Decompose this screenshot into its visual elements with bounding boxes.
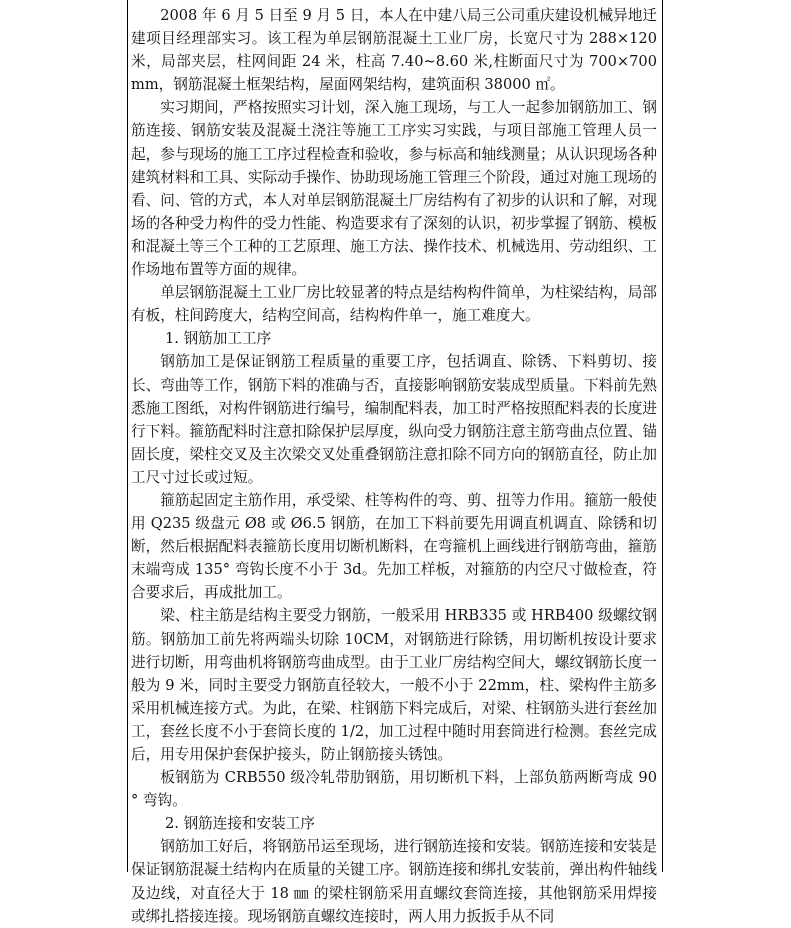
paragraph-main-bars: 梁、柱主筋是结构主要受力钢筋，一般采用 HRB335 或 HRB400 级螺纹钢筋。钢筋加工前先将两端头切除 10CM，对钢筋进行除锈，用切断机按设计要求进行切断，用弯曲机将钢筋弯曲成型。由于工业厂房结构空间大，螺纹钢筋长度一般为 9 米，同时主要受力钢筋直径较大，一般不小于 22mm，柱、梁构件主筋多采用机械连接方式。为此，在梁、柱钢筋下料完成后，对梁、柱钢筋头进行套丝加工，套丝长度不小于套筒长度的 1/2，加工过程中随时用套筒进行检测。套丝完成后，用专用保护套保护接头，防止钢筋接头锈蚀。 <box>131 607 657 763</box>
document-body <box>131 4 657 928</box>
paragraph-rebar-processing: 钢筋加工是保证钢筋工程质量的重要工序，包括调直、除锈、下料剪切、接长、弯曲等工作，钢筋下料的准确与否，直接影响钢筋安装成型质量。下料前先熟悉施工图纸，对构件钢筋进行编号，编制配料表，加工时严格按照配料表的长度进行下料。箍筋配料时注意扣除保护层厚度，纵向受力钢筋注意主筋弯曲点位置、锚固长度，梁柱交叉及主次梁交叉处重叠钢筋注意扣除不同方向的钢筋直径，防止加工尺寸过长或过短。 <box>131 353 657 486</box>
paragraph-project-overview: 2008 年 6 月 5 日至 9 月 5 日，本人在中建八局三公司重庆建设机械异地迁建项目经理部实习。该工程为单层钢筋混凝土工业厂房，长宽尺寸为 288×120 米，局部夹层，柱网间距 24 米，柱高 7.40~8.60 米,柱断面尺寸为 700×700 mm，钢筋混凝土框架结构，屋面网架结构，建筑面积 38000 ㎡。 <box>131 7 657 94</box>
paragraph-structure-features: 单层钢筋混凝土工业厂房比较显著的特点是结构构件简单，为柱梁结构，局部有板，柱间跨度大，结构空间高，结构构件单一，施工难度大。 <box>131 284 657 325</box>
paragraph-rebar-connection: 钢筋加工好后，将钢筋吊运至现场，进行钢筋连接和安装。钢筋连接和安装是保证钢筋混凝土结构内在质量的关键工序。钢筋连接和绑扎安装前，弹出构件轴线及边线，对直径大于 18 ㎜ 的梁柱钢筋采用直螺纹套筒连接，其他钢筋采用焊接或绑扎搭接连接。现场钢筋直螺纹连接时，两人用力扳扳手从不同 <box>131 838 657 925</box>
paragraph-stirrups: 箍筋起固定主筋作用，承受梁、柱等构件的弯、剪、扭等力作用。箍筋一般使用 Q235 级盘元 Ø8 或 Ø6.5 钢筋，在加工下料前要先用调直机调直、除锈和切断，然后根据配料表箍筋长度用切断机断料，在弯箍机上画线进行钢筋弯曲，箍筋末端弯成 135° 弯钩长度不小于 3d。先加工样板，对箍筋的内空尺寸做检查，符合要求后，再成批加工。 <box>131 491 657 602</box>
paragraph-internship-summary: 实习期间，严格按照实习计划，深入施工现场，与工人一起参加钢筋加工、钢筋连接、钢筋安装及混凝土浇注等施工工序实习实践，与项目部施工管理人员一起，参与现场的施工工序过程检查和验收，参与标高和轴线测量；从认识现场各种建筑材料和工具、实际动手操作、协助现场施工管理三个阶段，通过对施工现场的看、问、管的方式，本人对单层钢筋混凝土厂房结构有了初步的认识和了解，对现场的各种受力构件的受力性能、构造要求有了深刻的认识，初步掌握了钢筋、模板和混凝土等三个工种的工艺原理、施工方法、操作技术、机械选用、劳动组织、工作场地布置等方面的规律。 <box>131 99 657 279</box>
paragraph-slab-bars: 板钢筋为 CRB550 级冷轧带肋钢筋，用切断机下料，上部负筋两断弯成 90 ° 弯钩。 <box>131 769 657 810</box>
section-heading-rebar-connection: 2. 钢筋连接和安装工序 <box>165 815 315 833</box>
section-heading-rebar-processing: 1. 钢筋加工工序 <box>165 330 272 348</box>
